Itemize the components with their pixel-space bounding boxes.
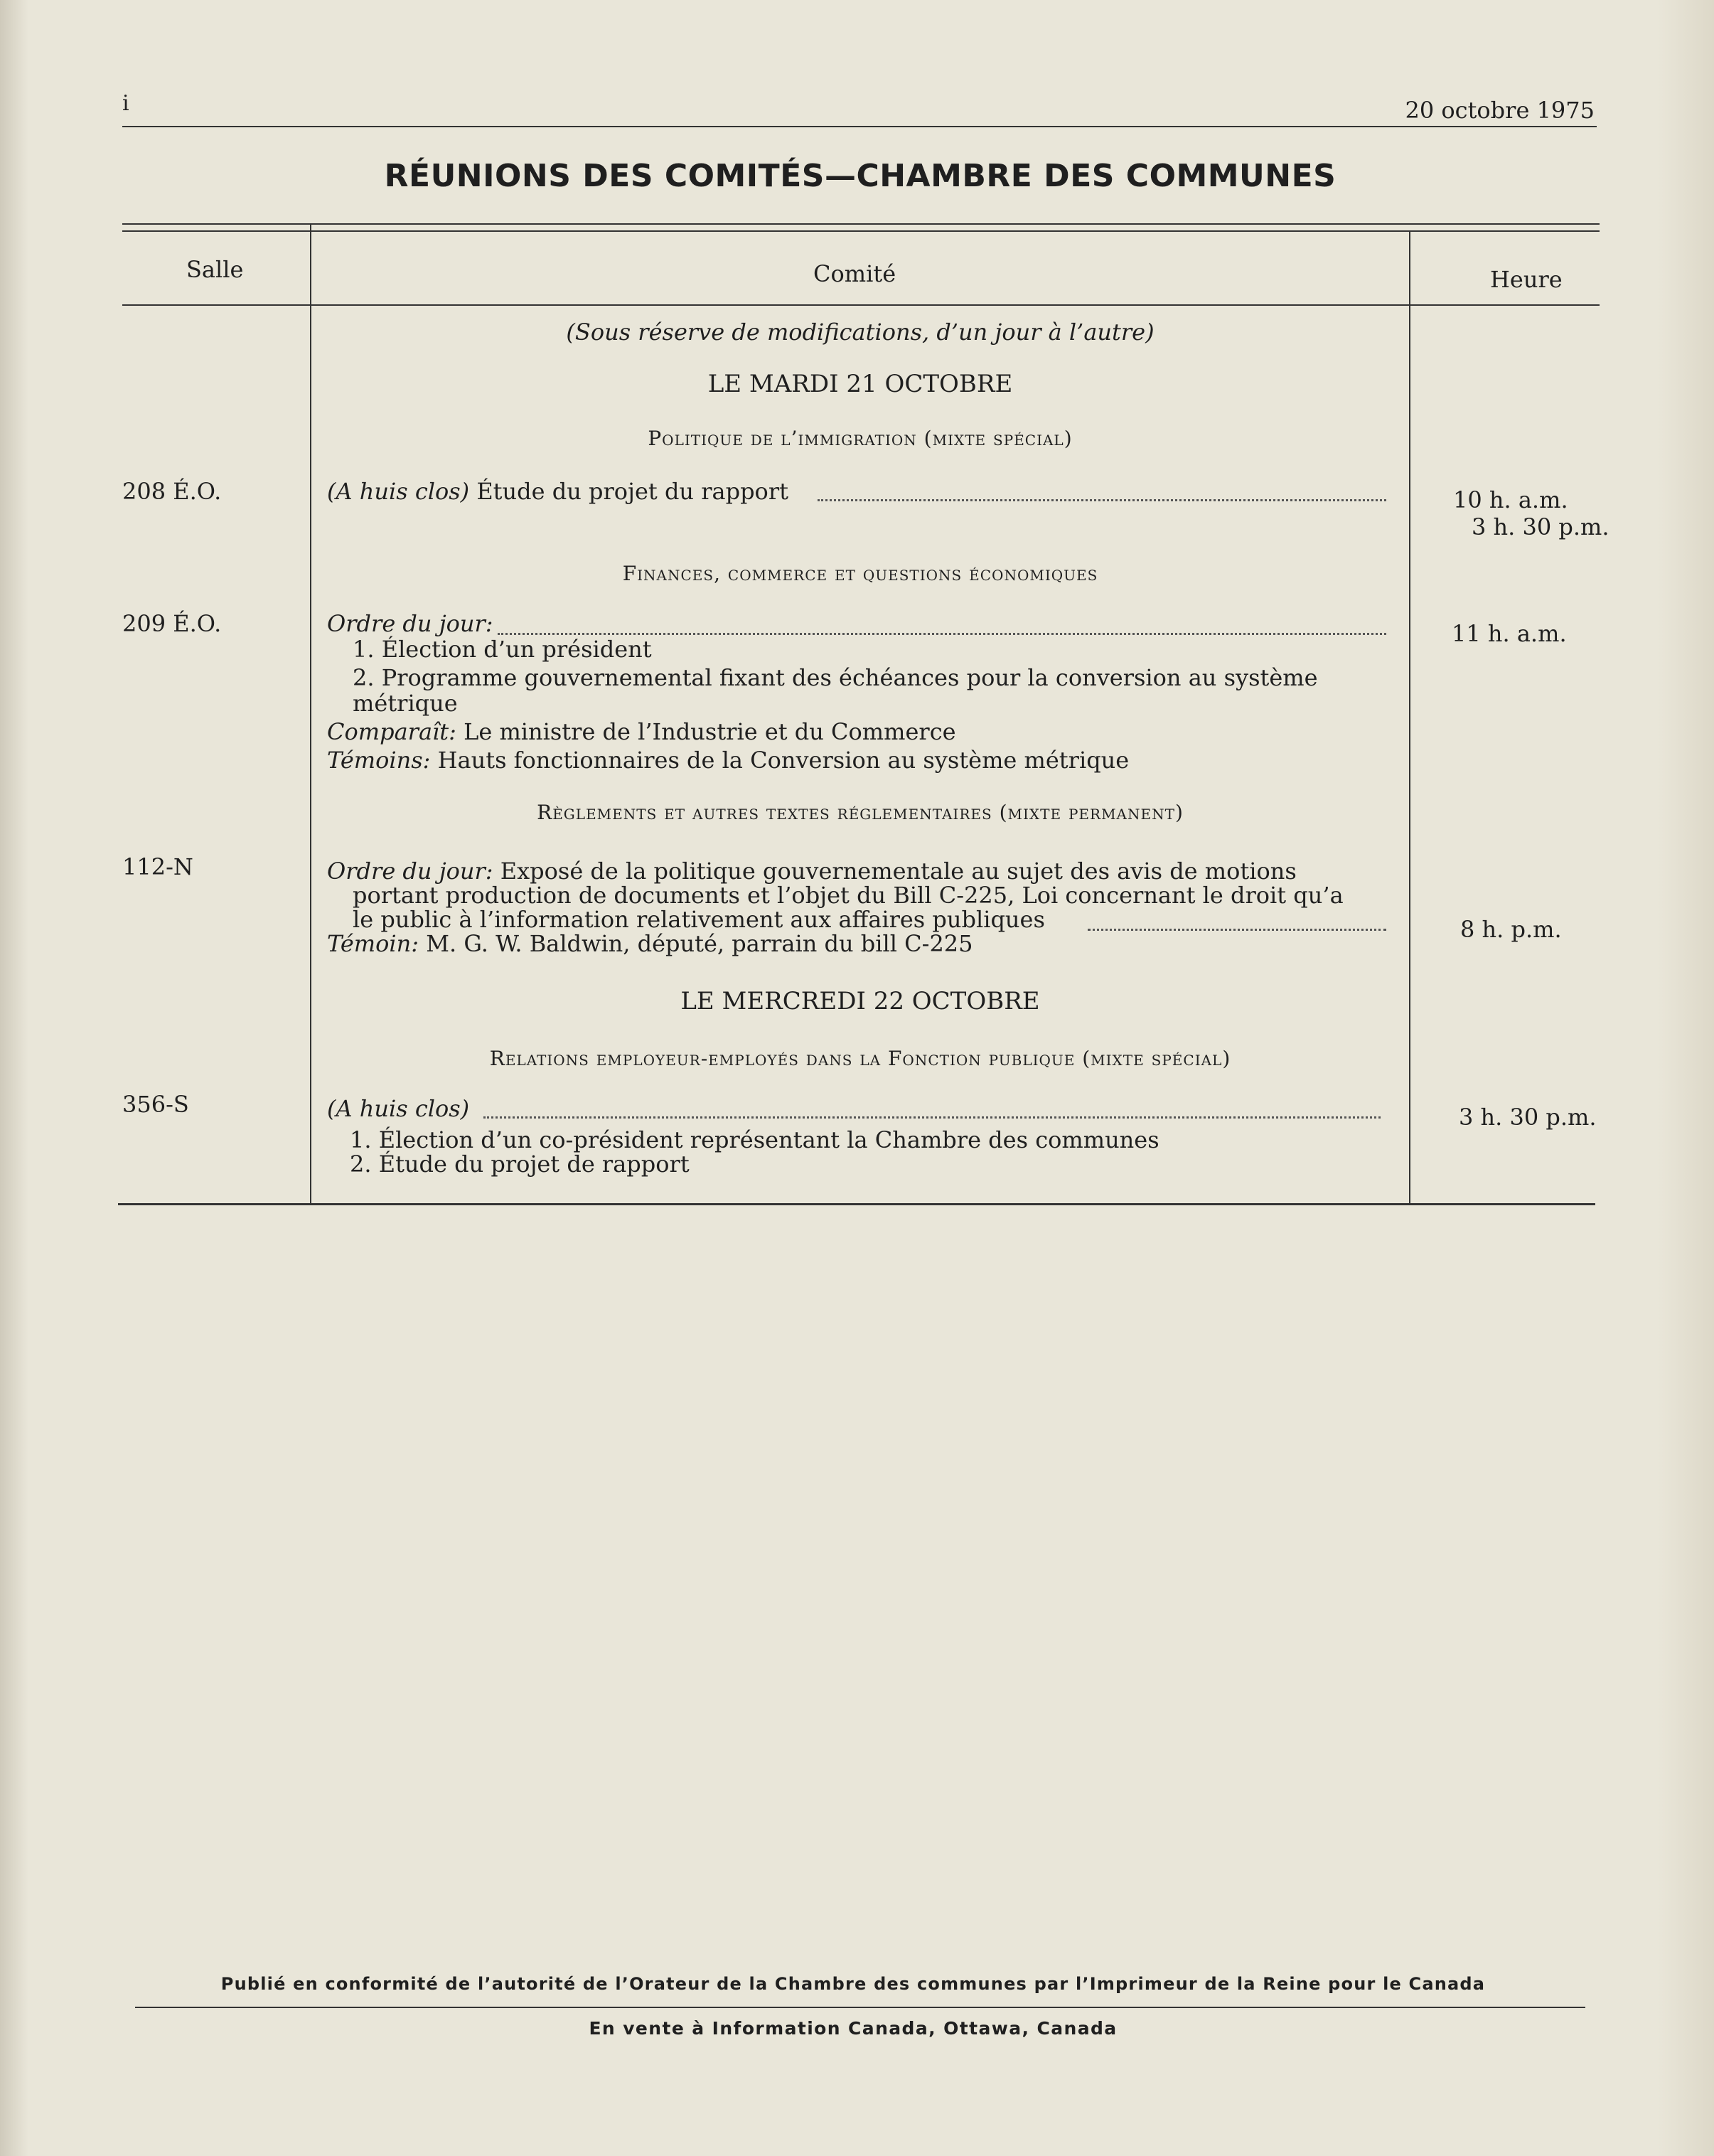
in-camera-label: (A huis clos) xyxy=(327,478,470,505)
agenda-item: 1. Élection d’un co-président représentant la Chambre des communes xyxy=(350,1126,1159,1153)
table-top-rule-2 xyxy=(122,230,1600,232)
room-number: 112-N xyxy=(122,853,193,880)
table-header-rule xyxy=(122,304,1600,306)
witness-label: Témoin: xyxy=(327,930,419,957)
column-divider-right xyxy=(1409,230,1410,1205)
appearing-line xyxy=(327,718,956,745)
meeting-time: 3 h. 30 p.m. xyxy=(1472,513,1609,540)
footer-rule xyxy=(135,2007,1585,2008)
page-edge-shadow xyxy=(1657,0,1714,2156)
agenda-item: 1. Élection d’un président xyxy=(353,636,652,663)
agenda-text: portant production de documents et l’objet du Bill C-225, Loi concernant le droit qu’a xyxy=(353,882,1344,909)
committee-name: Finances, commerce et questions économiques xyxy=(622,562,1098,585)
room-number: 356-S xyxy=(122,1091,189,1118)
meeting-time: 10 h. a.m. xyxy=(1453,486,1568,513)
appearing-value: Le ministre de l’Industrie et du Commerce xyxy=(456,718,956,745)
agenda-text: Exposé de la politique gouvernementale au sujet des avis de motions xyxy=(493,858,1297,885)
agenda-label: Ordre du jour: xyxy=(327,610,493,637)
witnesses-value: Hauts fonctionnaires de la Conversion au système métrique xyxy=(430,747,1130,774)
page-number: i xyxy=(122,91,129,116)
column-divider-left xyxy=(310,223,311,1205)
table-top-rule xyxy=(122,223,1600,225)
dot-leader xyxy=(818,499,1386,501)
witnesses-label: Témoins: xyxy=(327,747,431,774)
room-number: 208 É.O. xyxy=(122,478,222,505)
dot-leader xyxy=(498,633,1386,635)
table-bottom-rule xyxy=(118,1203,1595,1205)
column-header-time: Heure xyxy=(1490,266,1563,293)
header-rule xyxy=(122,126,1597,127)
agenda-item: 2. Programme gouvernemental fixant des échéances pour la conversion au système xyxy=(353,664,1318,691)
committee-agenda xyxy=(327,478,788,505)
dot-leader xyxy=(1088,929,1386,931)
committee-name: Relations employeur-employés dans la Fonction publique (mixte spécial) xyxy=(489,1047,1231,1070)
witness-line xyxy=(327,930,973,957)
room-number: 209 É.O. xyxy=(122,610,222,637)
column-header-committee: Comité xyxy=(813,260,896,287)
page-date: 20 octobre 1975 xyxy=(1405,97,1595,124)
agenda-item: 2. Étude du projet de rapport xyxy=(350,1151,690,1178)
meeting-time: 3 h. 30 p.m. xyxy=(1459,1104,1597,1131)
witnesses-line xyxy=(327,747,1129,774)
meeting-time: 8 h. p.m. xyxy=(1460,916,1562,943)
agenda-line xyxy=(327,858,1297,885)
agenda-item: Étude du projet du rapport xyxy=(469,478,788,505)
committee-name: Politique de l’immigration (mixte spécial) xyxy=(648,427,1073,450)
day-heading: LE MARDI 21 OCTOBRE xyxy=(707,370,1013,398)
dot-leader xyxy=(483,1116,1381,1119)
agenda-text: le public à l’information relativement aux affaires publiques xyxy=(353,906,1045,933)
committee-name: Règlements et autres textes réglementaires (mixte permanent) xyxy=(537,801,1184,824)
schedule-notice: (Sous réserve de modifications, d’un jour à l’autre) xyxy=(566,319,1155,346)
witness-value: M. G. W. Baldwin, député, parrain du bill C-225 xyxy=(419,930,973,957)
agenda-item: métrique xyxy=(353,690,458,717)
appearing-label: Comparaît: xyxy=(327,718,456,745)
page-title: RÉUNIONS DES COMITÉS—CHAMBRE DES COMMUNES xyxy=(384,158,1337,194)
sale-notice: En vente à Information Canada, Ottawa, Canada xyxy=(589,2018,1118,2039)
publication-notice: Publié en conformité de l’autorité de l’Orateur de la Chambre des communes par l’Imprimeur de la Reine pour le Canada xyxy=(220,1974,1486,1994)
in-camera-label: (A huis clos) xyxy=(327,1095,470,1122)
agenda-label: Ordre du jour: xyxy=(327,858,493,885)
page-binding-shadow xyxy=(0,0,28,2156)
column-header-room: Salle xyxy=(186,256,244,283)
meeting-time: 11 h. a.m. xyxy=(1452,620,1567,647)
day-heading: LE MERCREDI 22 OCTOBRE xyxy=(680,987,1040,1015)
